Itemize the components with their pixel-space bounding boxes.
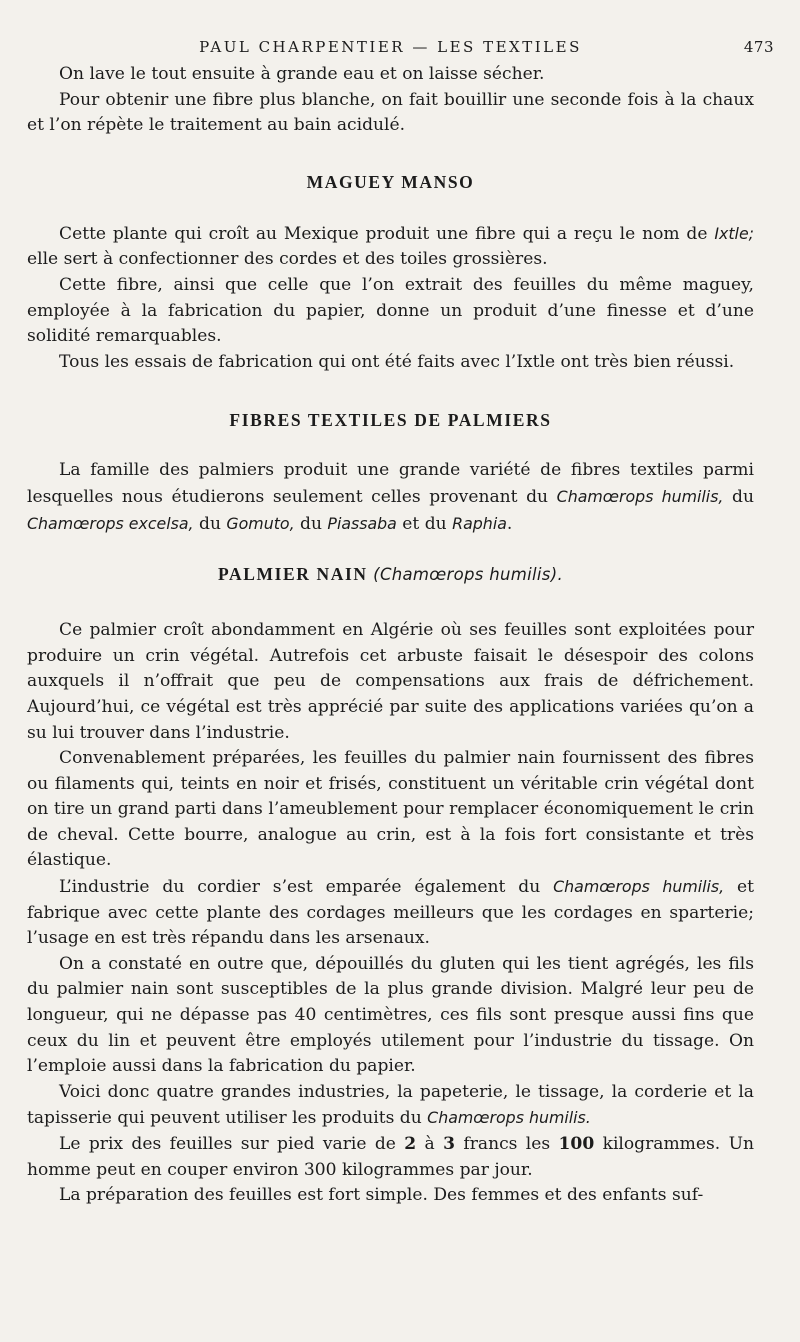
italic-term: Chamœrops humilis, (553, 877, 725, 897)
text-run: . (506, 513, 513, 534)
italic-term: Ixtle; (714, 223, 754, 243)
palmier-paragraph-4: On a constaté en outre que, dépouillés du gluten qui les tient agrégés, les fils du palmier nain sont susceptibles de la plus grande division. Malgré leur peu de longueur, qui ne dépasse pas 40 centimètres, ces fils sont presque aussi fins que ceux du lin et peuvent être employés utilement pour l’industrie du tissage. On l’emploie aussi dans la fabrication du papier. (27, 953, 754, 1077)
intro-paragraph-2: Pour obtenir une fibre plus blanche, on fait bouillir une seconde fois à la chaux et l’on répète le traitement au bain acidulé. (27, 89, 754, 136)
palmier-paragraph-5 (27, 1080, 754, 1132)
bold-number: 2 (404, 1134, 417, 1154)
palmier-paragraph-2: Convenablement préparées, les feuilles du palmier nain fournissent des fibres ou filaments qui, teints en noir et frisés, constituent un véritable crin végétal dont on tire un grand parti dans l’ameublement pour remplacer économiquement le crin de cheval. Cette bourre, analogue au crin, est à la fois fort consistante et très élastique. (27, 748, 754, 871)
text-run: à (416, 1134, 444, 1154)
palmier-paragraph-6 (27, 1132, 754, 1183)
bold-number: 3 (443, 1134, 456, 1154)
heading-paren-open: ( (367, 565, 380, 585)
text-run: Le prix des feuilles sur pied varie de (59, 1134, 405, 1154)
palmier-paragraph-3 (27, 874, 754, 952)
maguey-paragraph-2: Cette fibre, ainsi que celle que l’on extrait des feuilles du même maguey, employée à la fabrication du papier, donne un produit d’une finesse et d’une solidité remarquables. (27, 274, 754, 347)
italic-term: Chamœrops humilis, (556, 486, 724, 506)
text-run: Cette plante qui croît au Mexique produit une fibre qui a reçu le nom de (59, 223, 715, 244)
italic-term: Raphia (452, 513, 507, 533)
section-heading-maguey-manso: MAGUEY MANSO (306, 171, 475, 192)
running-head-title: PAUL CHARPENTIER — LES TEXTILES (199, 38, 582, 56)
heading-text: PALMIER NAIN (218, 564, 368, 585)
palmier-paragraph-1: Ce palmier croît abondamment en Algérie où ses feuilles sont exploitées pour produire un crin végétal. Autrefois cet arbuste faisait le désespoir des colons auxquels il n’offrait que peu de compensations aux frais de défrichement. Aujourd’hui, ce végétal est très apprécié par suite des applications variées qu’on a su lui trouver dans l’industrie. (27, 620, 754, 743)
italic-term: Chamœrops humilis. (427, 1108, 591, 1128)
text-run: du (294, 513, 328, 534)
section-heading-fibres-textiles: FIBRES TEXTILES DE PALMIERS (229, 410, 552, 431)
italic-term: Chamœrops excelsa, (27, 513, 194, 533)
text-run: kilogrammes. Un homme peut en couper environ 300 kilogrammes par jour. (27, 1134, 754, 1180)
bold-number: 100 (558, 1134, 595, 1154)
text-run: La famille des palmiers produit une grande variété de fibres textiles parmi lesquelles nous étudierons seulement celles provenant du (27, 460, 754, 507)
text-run: L’industrie du cordier s’est emparée également du (59, 877, 554, 898)
maguey-paragraph-1 (27, 221, 754, 273)
intro-paragraph-1: On lave le tout ensuite à grande eau et on laisse sécher. (59, 64, 545, 84)
page-number: 473 (743, 38, 774, 56)
text-run: Voici donc quatre grandes industries, la papeterie, le tissage, la corderie et la tapisserie qui peuvent utiliser les produits du (27, 1081, 754, 1129)
fibres-paragraph-1 (27, 458, 754, 537)
text-run: du (193, 513, 227, 534)
text-run: et du (396, 513, 453, 534)
palmier-paragraph-7: La préparation des feuilles est fort simple. Des femmes et des enfants suf- (59, 1185, 704, 1206)
italic-term: Gomuto, (226, 513, 295, 533)
text-run: et fabrique avec cette plante des cordages meilleurs que les cordages en sparterie; l’usage en est très répandu dans les arsenaux. (27, 877, 755, 949)
italic-term: Piassaba (327, 513, 397, 533)
section-heading-palmier-nain (27, 564, 754, 585)
heading-paren-close: ). (550, 565, 563, 585)
text-run: du (723, 486, 754, 507)
text-run: francs les (455, 1134, 559, 1154)
maguey-paragraph-3: Tous les essais de fabrication qui ont été faits avec l’Ixtle ont très bien réussi. (59, 351, 735, 372)
heading-latin-name: Chamœrops humilis (379, 565, 551, 585)
text-run: elle sert à confectionner des cordes et des toiles grossières. (27, 249, 548, 270)
running-head (27, 0, 774, 62)
